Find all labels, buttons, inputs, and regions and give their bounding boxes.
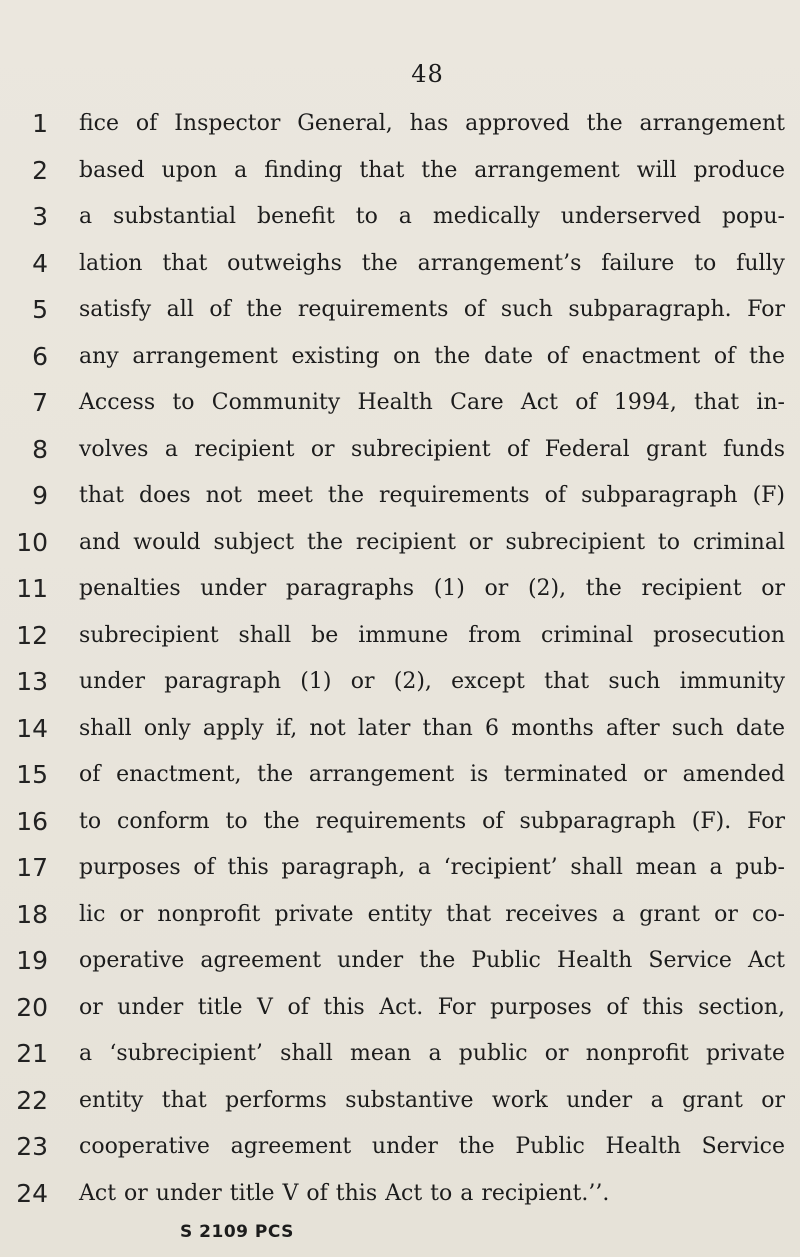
page-number: 48	[411, 60, 444, 88]
line-number-column	[0, 105, 48, 1221]
line-number: 4	[32, 248, 48, 278]
text-line: fice of Inspector General, has approved the arrangement	[79, 111, 785, 136]
line-number: 5	[32, 295, 48, 324]
line-number: 17	[16, 853, 48, 882]
text-line: that does not meet the requirements of subparagraph (F)	[79, 483, 785, 508]
text-line: lation that outweighs the arrangement’s failure to fully	[79, 250, 785, 276]
line-number: 10	[16, 527, 48, 557]
text-line: lic or nonprofit private entity that receives a grant or co-	[79, 901, 785, 927]
text-line: subrecipient shall be immune from criminal prosecution	[79, 622, 785, 648]
text-line: Act or under title V of this Act to a recipient.’’.	[79, 1180, 610, 1206]
text-line: any arrangement existing on the date of enactment of the	[79, 343, 785, 369]
line-number: 21	[16, 1039, 48, 1068]
text-line: Access to Community Health Care Act of 1994, that in-	[79, 390, 785, 415]
line-number: 12	[16, 620, 48, 650]
text-line: to conform to the requirements of subparagraph (F). For	[79, 808, 785, 834]
text-line: of enactment, the arrangement is terminated or amended	[79, 762, 785, 787]
line-number: 9	[32, 481, 48, 510]
line-number: 11	[16, 574, 48, 603]
bill-footer-id: S 2109 PCS	[180, 1222, 294, 1242]
text-line: a substantial benefit to a medically underserved popu-	[79, 204, 785, 229]
line-number: 6	[32, 341, 48, 371]
line-number: 2	[32, 155, 48, 185]
text-line: or under title V of this Act. For purposes of this section,	[79, 994, 785, 1020]
line-number: 8	[32, 434, 48, 464]
text-line: entity that performs substantive work under a grant or	[79, 1087, 785, 1113]
line-number: 16	[16, 806, 48, 836]
text-line: satisfy all of the requirements of such subparagraph. For	[79, 297, 785, 322]
line-number: 18	[16, 899, 48, 929]
text-line: cooperative agreement under the Public Health Service	[79, 1134, 785, 1159]
text-line: based upon a finding that the arrangement will produce	[79, 157, 785, 183]
text-line: operative agreement under the Public Health Service Act	[79, 948, 785, 973]
bill-text-body	[79, 105, 785, 1221]
line-number: 24	[16, 1178, 48, 1208]
line-number: 1	[32, 109, 48, 138]
line-number: 20	[16, 992, 48, 1022]
line-number: 3	[32, 202, 48, 231]
line-number: 14	[16, 713, 48, 743]
text-line: a ‘subrecipient’ shall mean a public or nonprofit private	[79, 1041, 785, 1066]
line-number: 13	[16, 667, 48, 696]
line-number: 15	[16, 760, 48, 789]
line-number: 19	[16, 946, 48, 975]
text-line: penalties under paragraphs (1) or (2), the recipient or	[79, 576, 785, 601]
text-line: shall only apply if, not later than 6 months after such date	[79, 715, 785, 741]
line-number: 7	[32, 388, 48, 417]
line-number: 22	[16, 1085, 48, 1115]
text-line: purposes of this paragraph, a ‘recipient’ shall mean a pub-	[79, 855, 785, 880]
text-line: and would subject the recipient or subrecipient to criminal	[79, 529, 785, 555]
text-line: volves a recipient or subrecipient of Federal grant funds	[79, 436, 785, 462]
line-number: 23	[16, 1132, 48, 1161]
text-line: under paragraph (1) or (2), except that such immunity	[79, 669, 785, 694]
